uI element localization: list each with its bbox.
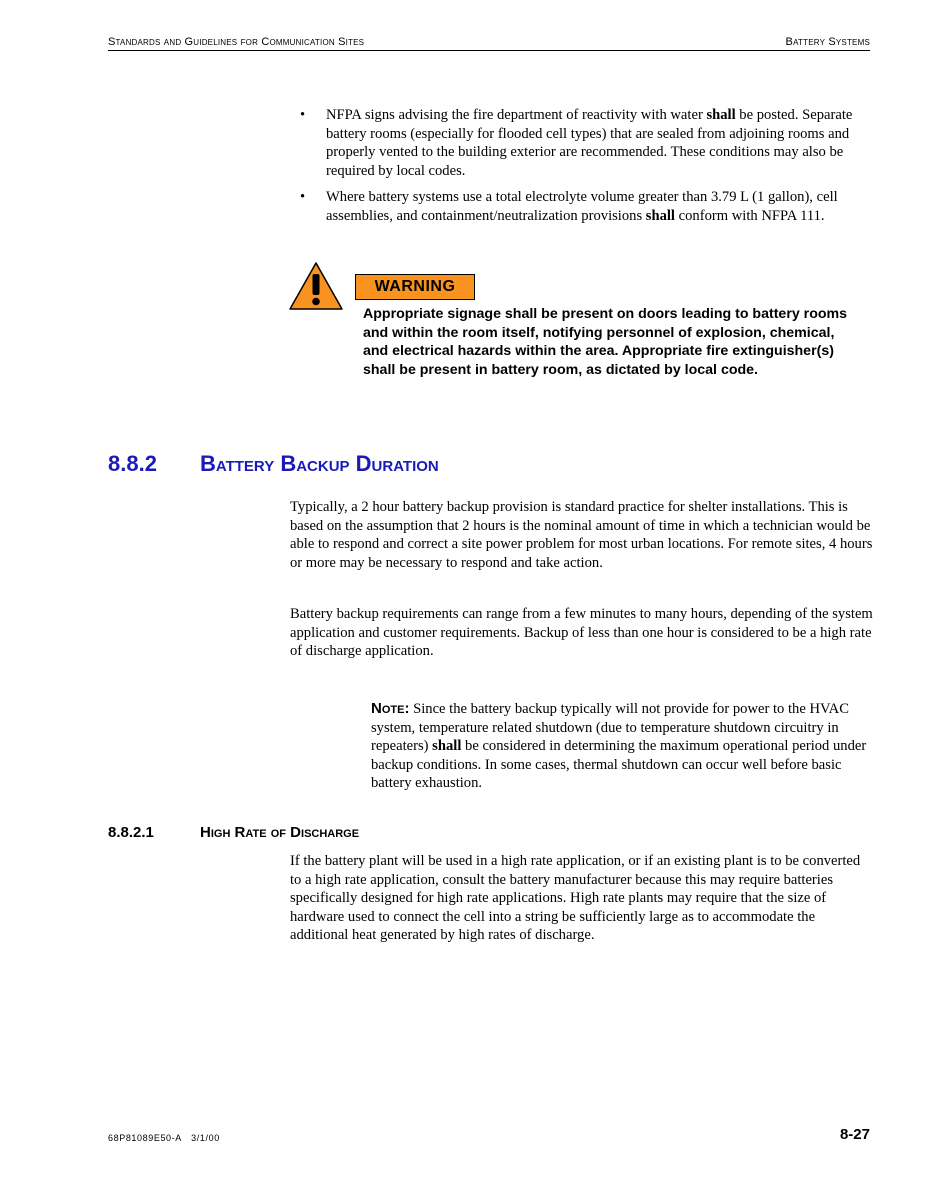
note-label: Note: (371, 700, 410, 717)
shall-keyword: shall (706, 107, 736, 123)
bullet-text-pre: NFPA signs advising the fire department of reactivity with water (326, 107, 707, 123)
footer-date: 3/1/00 (191, 1133, 220, 1143)
bullet-icon: • (300, 107, 306, 123)
section-paragraph-1: Typically, a 2 hour battery backup provision is standard practice for shelter installations. This is based on the assumption that 2 hours is the nominal amount of time in which a technician would be able to respond and correct a site power problem for most urban locations. For remote sites, 4 hours or more may be necessary to respond and take action. (290, 499, 873, 571)
section-title: Battery Backup Duration (200, 451, 439, 476)
footer-doc-id: 68P81089E50-A (108, 1133, 182, 1143)
bullet-text-pre: Where battery systems use a total electrolyte volume greater than 3.79 L (1 gallon), cell assemblies, and containment/neutralization provisions (326, 189, 838, 224)
shall-keyword: shall (645, 207, 675, 224)
bullet-text-post: be posted. Separate battery rooms (especially for flooded cell types) that are sealed from adjoining rooms and properly vented to the building exterior are recommended. These conditions may also be required by local codes. (326, 107, 853, 179)
note-text-pre: Since the battery backup typically will not provide for power to the HVAC system, temperature related shutdown (due to temperature shutdown circuitry in repeaters) (371, 701, 849, 755)
warning-label: WARNING (355, 274, 475, 300)
page-number: 8-27 (839, 1126, 870, 1143)
list-item (296, 106, 876, 180)
running-header-right: Battery Systems (785, 36, 870, 48)
section-number: 8.8.2 (108, 451, 157, 476)
subsection-paragraph: If the battery plant will be used in a high rate application, or if an existing plant is to be converted to a high rate application, consult the battery manufacturer because this may require batteries specifically designed for high rate applications. High rate plants may require that the size of hardware used to connect the cell into a string be sufficiently large as to accommodate the additional heat generated by high rates of discharge. (290, 853, 861, 944)
note-text-post: be considered in determining the maximum operational period under backup conditions. In some cases, thermal shutdown can occur well before basic battery exhaustion. (371, 738, 867, 792)
warning-text: Appropriate signage shall be present on doors leading to battery rooms and within the room itself, notifying personnel of explosion, chemical, and electrical hazards within the area. Appropriate fire extinguisher(s) shall be present in battery room, as dictated by local code. (363, 306, 848, 378)
list-item (296, 188, 876, 225)
subsection-number: 8.8.2.1 (108, 824, 154, 841)
subsection-title: High Rate of Discharge (200, 824, 360, 841)
warning-triangle-icon (288, 261, 344, 311)
running-header-left: Standards and Guidelines for Communication Sites (108, 36, 365, 48)
section-paragraph-2: Battery backup requirements can range from a few minutes to many hours, depending of the system application and customer requirements. Backup of less than one hour is considered to be a high rate of discharge application. (290, 606, 873, 660)
bullet-icon: • (300, 189, 306, 206)
bullet-text-post: conform with NFPA 111. (674, 207, 825, 224)
note-block (371, 700, 876, 793)
header-rule (108, 50, 870, 51)
shall-keyword: shall (432, 738, 462, 755)
requirements-list (296, 106, 876, 234)
footer-doc-info (108, 1133, 220, 1143)
